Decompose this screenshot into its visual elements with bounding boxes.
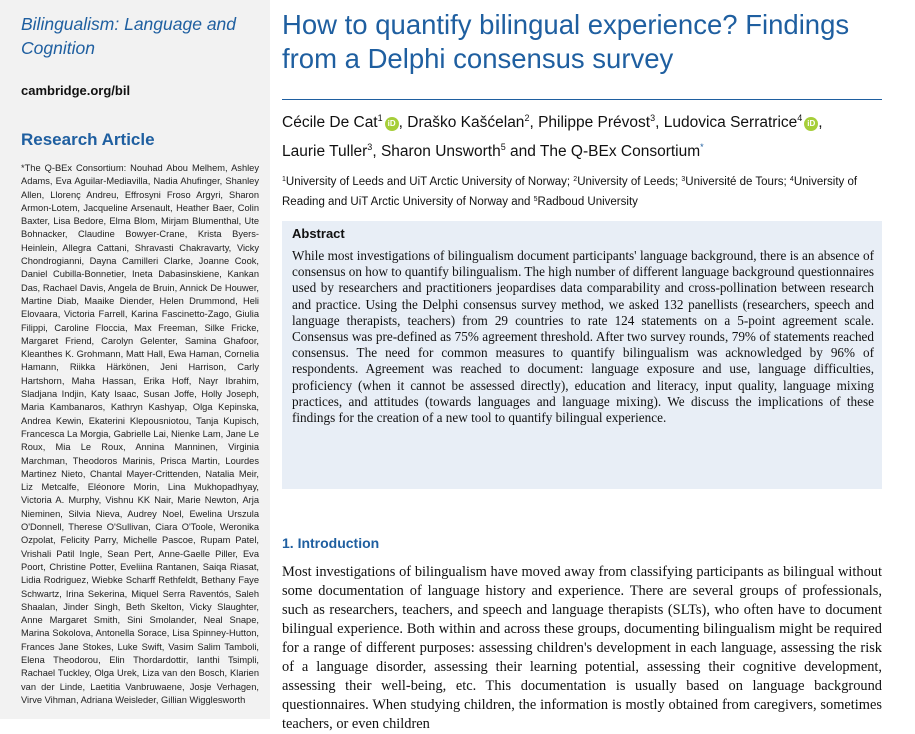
abstract-text: While most investigations of bilingualism document participants' language background, there is an absence of consensus on how to quantify bilingualism. The high number of different language background questionnaires used by researchers and practitioners jeopardises data comparability and cross-pollination between research and practice. Using the Delphi consensus survey method, we asked 132 panellists (researchers, speech and language therapists, teachers) from 29 countries to rate 124 statements on a 5-point agreement scale. Consensus was pre-defined as 75% agreement threshold. After two survey rounds, 79% of statements reached consensus. The need for common measures to quantify bilingualism was acknowledged by 96% of respondents. Agreement was reached to document: language exposure and use, language difficulties, proficiency (when it cannot be assessed directly), education and literacy, input quality, language mixing practices, and attitudes (towards languages and language mixing). We discuss the implications of these findings for the creation of a new tool to quantify bilingual experience.	[292, 248, 874, 426]
article-type-heading: Research Article	[21, 130, 155, 149]
author: The Q-BEx Consortium*	[539, 142, 704, 160]
author: Cécile De Cat$^1$iD ,	[282, 113, 408, 131]
author: Laurie Tuller$^3$,	[282, 142, 381, 160]
consortium-note: *The Q-BEx Consortium: Nouhad Abou Melhem, Ashley Adams, Eva Aguilar-Mediavilla, Nadia Ahufinger, Shanley Allen, Llorenç Andreu, Effrosyni Froso Argyri, Sharon Armon-Lotem, Jacqueline Arsenault, Heather Baer, Colin Baxter, Lisa Bedore, Elma Blom, Mirjam Blumenthal, Ute Bohnacker, Claudine Bowyer-Crane, Krista Byers-Heinlein, Allegra Cattani, Shravasti Chakravarty, Vicky Chondrogianni, Dayna Camilleri Clarke, Joanne Cook, Daniel Cubilla-Bonnetier, Ineta Dabasinskiene, Kankan Das, Rachael Davis, Angela de Bruin, Annick De Houwer, Martine Diab, Maaike Diender, Helen Drummond, Heli Elovaara, Victoria Farrell, Karina Fascinetto-Zago, Giulia Filippi, Caroline Floccia, Max Freeman, Silke Fricke, Margaret Friend, Carolyn Gelenter, Samina Ghafoor, Kleanthes K. Grohmann, Matt Hall, Ewa Haman, Cornelia Hamann, Riikka Härkönen, Jeni Harrison, Carly Hartshorn, Maha Hassan, Erika Hoff, Nayr Ibrahim, Sladjana Indjin, Katy Isaac, Susan Joffe, Holly Joseph, Maria Kambanaros, Kathryn Kashyap, Olga Kepinska, Andrea Kewin, Ekaterini Klepousniotou, Tanja Kupisch, Francesca La Morgia, Gabrielle Lai, Nienke Lam, Jane Le Roux, Mia Le Roux, Annina Manninen, Virginia Marchman, Theodoros Marinis, Prisca Martin, Lourdes Martinez Nieto, Chantal Mayer-Crittenden, Natalia Meir, Liz Metcalfe, Eléonore Morin, Lina Mukhopadhyay, Victoria A. Murphy, Vishnu KK Nair, Marie Newton, Arja Nieminen, Silvia Nieva, Audrey Noel, Ewelina Urszula O'Donnell, Therese O'Sullivan, Ciara O'Toole, Weronika Ozpolat, Felicity Parry, Michelle Pascoe, Rupam Patel, Vrishali Patil Ingle, Sean Pert, Anne-Gaelle Piller, Eva Poort, Christine Potter, Eveliina Rantanen, Saiqa Riasat, Lidia Rodriguez, Wiebke Scharff Rethfeldt, Bethany Faye Schwartz, Irina Sekerina, Miquel Serra Raventós, Saleh Shaalan, Jinder Singh, Beth Skelton, Vicky Slaughter, Anne Margaret Smith, Sini Smolander, Neal Snape, Marina Sokolova, Antonella Sorace, Lisa Spinney-Hutton, Frances Jane Stokes, Luke Swift, Vasim Salim Tamboli, Elena Theodorou, Elin Thordardottir, Ianthi Tsimpli, Rachael Tuckley, Olga Urek, Liza van den Bosch, Klarien van der Linde, Laetitia Vanbruwaene, Josje Verhagen, Virve Vihman, Adriana Weisleder, Gillian Wigglesworth	[21, 163, 259, 705]
abstract-box	[282, 221, 882, 489]
author: Sharon Unsworth$^5$ and	[380, 142, 540, 160]
journal-url[interactable]: cambridge.org/bil	[21, 83, 131, 98]
author: Draško Kašćelan$^2$,	[407, 113, 539, 131]
abstract-heading: Abstract	[292, 226, 345, 241]
introduction-heading: 1. Introduction	[282, 535, 380, 551]
affiliations: $^1$University of Leeds and UiT Arctic University of Norway; $^2$University of Leeds; $^3$Université de Tours; $^4$University of Reading and UiT Arctic University of Norway and $^5$Radboud University	[282, 176, 858, 208]
author: Philippe Prévost$^3$,	[538, 113, 664, 131]
title-divider	[282, 99, 882, 100]
orcid-icon[interactable]: iD	[804, 117, 818, 131]
introduction-text: Most investigations of bilingualism have moved away from classifying participants as bilingual without some documentation of language history and experience. There are several groups of professionals, such as researchers, teachers, and speech and language therapists (SLTs), who often have to document bilingual experience. Both within and across these groups, documenting bilingualism might be required for a range of different purposes: assessing children's development in each language, assessing the risk of a language disorder, assessing their learning potential, assessing their cognitive development, assessing their well-being, etc. This documentation is usually based on language background questionnaires. When studying children, the information is mostly obtained from caregivers, sometimes teachers, or even children	[282, 564, 882, 732]
journal-name: Bilingualism: Language and Cognition	[21, 14, 237, 58]
author: Ludovica Serratrice$^4$iD ,	[663, 113, 823, 131]
author-list	[282, 106, 892, 164]
orcid-icon[interactable]: iD	[385, 117, 399, 131]
article-title: How to quantify bilingual experience? Findings from a Delphi consensus survey	[282, 9, 850, 74]
sidebar	[0, 0, 270, 719]
